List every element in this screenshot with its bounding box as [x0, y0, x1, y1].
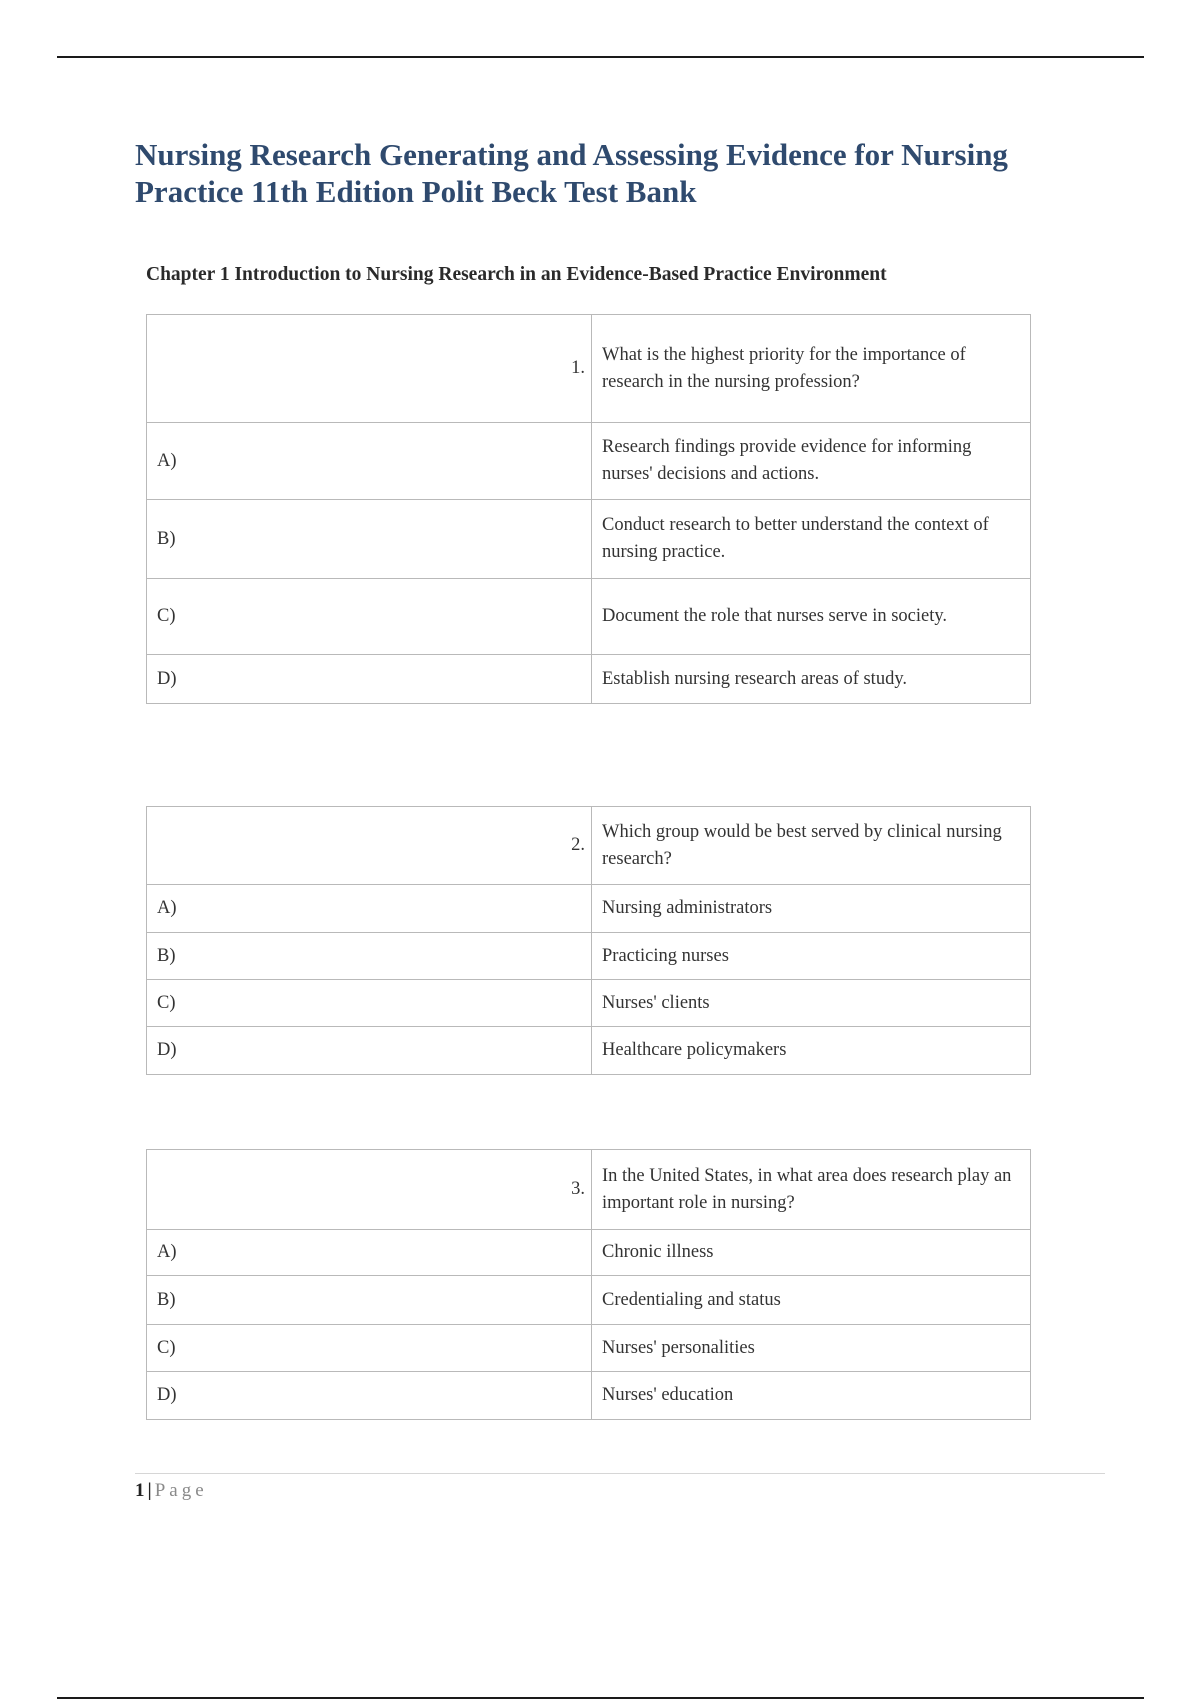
option-row: [147, 1325, 1031, 1372]
footer-rule: [135, 1473, 1105, 1474]
question-row: [147, 807, 1031, 885]
question-number: 2.: [147, 807, 592, 885]
option-row: [147, 1027, 1031, 1075]
option-row: [147, 1276, 1031, 1325]
option-row: [147, 1230, 1031, 1276]
option-row: [147, 655, 1031, 704]
question-number: 1.: [147, 315, 592, 423]
option-row: [147, 423, 1031, 500]
option-label: A): [147, 1230, 592, 1276]
option-label: D): [147, 1027, 592, 1075]
page-footer: [135, 1478, 208, 1504]
bottom-rule: [57, 1697, 1144, 1699]
option-label: C): [147, 980, 592, 1027]
option-label: A): [147, 885, 592, 933]
option-text: Nursing administrators: [592, 885, 1031, 933]
question-text: What is the highest priority for the importance of research in the nursing profession?: [592, 315, 1031, 423]
option-label: B): [147, 500, 592, 579]
option-row: [147, 579, 1031, 655]
option-label: C): [147, 579, 592, 655]
option-text: Establish nursing research areas of study.: [592, 655, 1031, 704]
option-text: Nurses' education: [592, 1372, 1031, 1420]
option-label: B): [147, 933, 592, 980]
page-separator: |: [147, 1480, 152, 1501]
chapter-heading: Chapter 1 Introduction to Nursing Research in an Evidence-Based Practice Environment: [146, 264, 887, 285]
option-text: Chronic illness: [592, 1230, 1031, 1276]
page-word: Page: [154, 1480, 208, 1501]
option-text: Credentialing and status: [592, 1276, 1031, 1325]
option-text: Document the role that nurses serve in society.: [592, 579, 1031, 655]
option-label: B): [147, 1276, 592, 1325]
question-row: [147, 315, 1031, 423]
option-text: Nurses' clients: [592, 980, 1031, 1027]
question-number: 3.: [147, 1150, 592, 1230]
question-table-3: [146, 1149, 1031, 1420]
question-row: [147, 1150, 1031, 1230]
option-label: D): [147, 655, 592, 704]
option-text: Nurses' personalities: [592, 1325, 1031, 1372]
option-row: [147, 500, 1031, 579]
option-text: Healthcare policymakers: [592, 1027, 1031, 1075]
option-row: [147, 933, 1031, 980]
option-label: A): [147, 423, 592, 500]
page-number: 1: [135, 1480, 145, 1501]
option-text: Research findings provide evidence for informing nurses' decisions and actions.: [592, 423, 1031, 500]
option-text: Practicing nurses: [592, 933, 1031, 980]
question-table-2: [146, 806, 1031, 1075]
option-label: C): [147, 1325, 592, 1372]
option-row: [147, 980, 1031, 1027]
option-label: D): [147, 1372, 592, 1420]
option-row: [147, 885, 1031, 933]
question-text: Which group would be best served by clinical nursing research?: [592, 807, 1031, 885]
document-title: Nursing Research Generating and Assessing Evidence for Nursing Practice 11th Edition Polit Beck Test Bank: [135, 137, 1008, 209]
top-rule: [57, 56, 1144, 58]
option-row: [147, 1372, 1031, 1420]
option-text: Conduct research to better understand the context of nursing practice.: [592, 500, 1031, 579]
question-table-1: [146, 314, 1031, 704]
question-text: In the United States, in what area does research play an important role in nursing?: [592, 1150, 1031, 1230]
